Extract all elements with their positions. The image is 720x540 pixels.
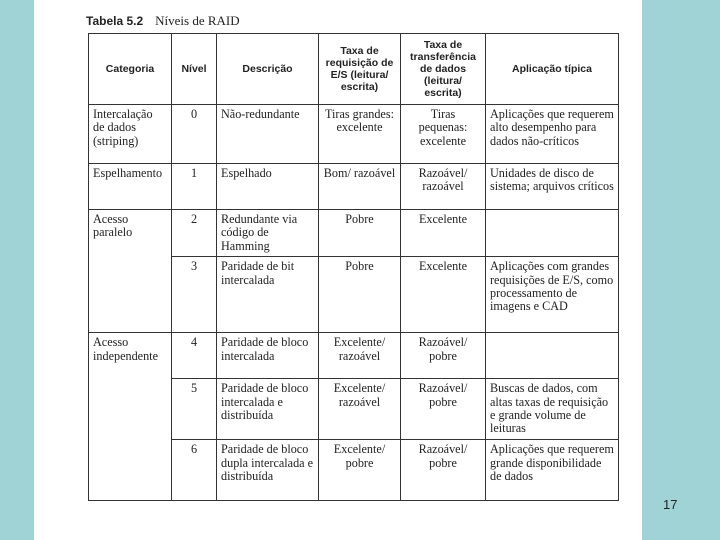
application-cell: Aplicações com grandes requisições de E/S, como processamento de imagens e CAD xyxy=(486,257,619,333)
application-cell xyxy=(486,333,619,379)
description-cell: Redundante via código de Hamming xyxy=(217,210,319,257)
table-row xyxy=(89,105,619,164)
io-rate-cell: Tiras grandes: excelente xyxy=(319,105,401,164)
io-rate-cell: Pobre xyxy=(319,257,401,333)
table-row xyxy=(89,333,619,379)
io-rate-cell: Bom/ razoável xyxy=(319,164,401,210)
io-rate-cell: Pobre xyxy=(319,210,401,257)
level-cell: 0 xyxy=(172,105,217,164)
description-cell: Paridade de bloco intercalada e distribuída xyxy=(217,379,319,440)
level-cell: 3 xyxy=(172,257,217,333)
transfer-rate-cell: Razoável/ pobre xyxy=(401,333,486,379)
caption-title: Níveis de RAID xyxy=(155,13,240,28)
page-number: 17 xyxy=(663,497,678,512)
table-caption xyxy=(86,13,240,29)
category-cell: Acesso paralelo xyxy=(89,210,172,333)
transfer-rate-cell: Razoável/ pobre xyxy=(401,440,486,501)
level-cell: 2 xyxy=(172,210,217,257)
transfer-rate-cell: Excelente xyxy=(401,257,486,333)
transfer-rate-cell: Tiras pequenas: excelente xyxy=(401,105,486,164)
header-transfer-rate: Taxa de transferência de dados (leitura/ escrita) xyxy=(401,34,486,105)
io-rate-cell: Excelente/ razoável xyxy=(319,333,401,379)
description-cell: Espelhado xyxy=(217,164,319,210)
application-cell: Aplicações que requerem grande disponibilidade de dados xyxy=(486,440,619,501)
header-category: Categoria xyxy=(89,34,172,105)
right-margin-band xyxy=(642,0,720,540)
description-cell: Não-redundante xyxy=(217,105,319,164)
raid-levels-table xyxy=(88,33,619,501)
header-description: Descrição xyxy=(217,34,319,105)
level-cell: 4 xyxy=(172,333,217,379)
transfer-rate-cell: Razoável/ pobre xyxy=(401,379,486,440)
application-cell xyxy=(486,210,619,257)
header-io-rate: Taxa de requisição de E/S (leitura/ escrita) xyxy=(319,34,401,105)
category-cell: Intercalação de dados (striping) xyxy=(89,105,172,164)
description-cell: Paridade de bloco dupla intercalada e distribuída xyxy=(217,440,319,501)
application-cell: Aplicações que requerem alto desempenho para dados não-críticos xyxy=(486,105,619,164)
category-cell: Espelhamento xyxy=(89,164,172,210)
io-rate-cell: Excelente/ razoável xyxy=(319,379,401,440)
header-row xyxy=(89,34,619,105)
category-cell: Acesso independente xyxy=(89,333,172,501)
application-cell: Buscas de dados, com altas taxas de requisição e grande volume de leituras xyxy=(486,379,619,440)
table-row xyxy=(89,210,619,257)
transfer-rate-cell: Excelente xyxy=(401,210,486,257)
table-row xyxy=(89,164,619,210)
description-cell: Paridade de bit intercalada xyxy=(217,257,319,333)
header-application: Aplicação típica xyxy=(486,34,619,105)
caption-label: Tabela 5.2 xyxy=(86,14,144,28)
description-cell: Paridade de bloco intercalada xyxy=(217,333,319,379)
level-cell: 5 xyxy=(172,379,217,440)
level-cell: 1 xyxy=(172,164,217,210)
header-level: Nível xyxy=(172,34,217,105)
level-cell: 6 xyxy=(172,440,217,501)
io-rate-cell: Excelente/ pobre xyxy=(319,440,401,501)
transfer-rate-cell: Razoável/ razoável xyxy=(401,164,486,210)
left-margin-band xyxy=(0,0,34,540)
application-cell: Unidades de disco de sistema; arquivos críticos xyxy=(486,164,619,210)
